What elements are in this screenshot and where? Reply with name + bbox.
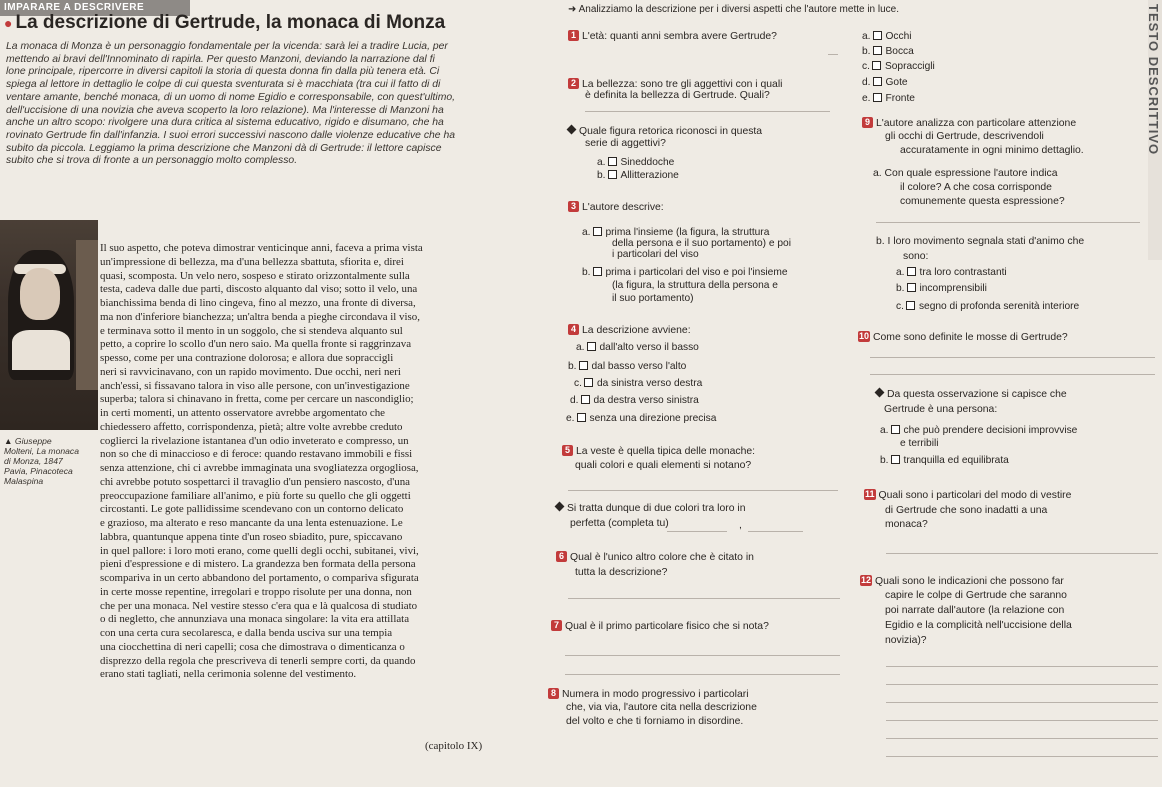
arrow-right-icon: ➜: [568, 4, 577, 15]
option-4b[interactable]: [568, 361, 686, 374]
question-2b: [568, 126, 762, 139]
text-line: La monaca di Monza è un personaggio fondamentale per la vicenda: sarà lei a tradire Lucia, per: [6, 41, 448, 52]
text-line: ma non d'inferiore bianchezza; un'altra benda a pieghe circondava il viso,: [100, 310, 420, 323]
option-4d[interactable]: [570, 395, 699, 408]
option-letter: e.: [862, 93, 871, 104]
question-7: [551, 620, 769, 634]
option-text: incomprensibili: [919, 283, 987, 294]
question-5b: [556, 503, 745, 516]
question-number: 2: [568, 78, 579, 89]
option-9b-c[interactable]: [896, 301, 1079, 314]
option-letter: b.: [862, 46, 871, 57]
text-line: un'impressione di bellezza, ma d'una bellezza sbattuta, sfiorita e, direi: [100, 255, 404, 268]
text-line: disprezzo della regola che prescriveva di tenerli sempre corti, da quando: [100, 654, 416, 667]
answer-line[interactable]: [886, 720, 1158, 721]
checkbox[interactable]: [873, 46, 882, 55]
text-line: rovinato Gertrude fin dall'infanzia. I suoi errori successivi nascono dalle violenze educative che ha: [6, 129, 456, 141]
question-text: Egidio e la complicità nell'uccisione della: [885, 620, 1072, 631]
question-text: Da questa osservazione si capisce che: [887, 389, 1067, 400]
instruction-hint: [568, 4, 899, 15]
text-line: superba; talora si chinavano in fretta, come per cercare un nascondiglio;: [100, 393, 414, 406]
text-line: in quel pallore: i loro moti erano, come quelli degli occhi, subitanei, vivi,: [100, 544, 419, 557]
text-line: non so che di minaccioso e di feroce: quando restavano immobili e fissi: [100, 448, 413, 461]
intro-paragraph: [6, 41, 554, 168]
option-text: (la figura, la struttura della persona e: [612, 280, 778, 291]
question-number: 7: [551, 620, 562, 631]
option-letter: a.: [862, 31, 871, 42]
checkbox[interactable]: [593, 227, 602, 236]
text-line: mettendo ai bravi dell'Innominato di rapirla. Per questo Manzoni, deviando la narrazione dal fi: [6, 53, 435, 65]
caption-triangle-icon: ▲: [4, 436, 13, 446]
question-text: Quali sono le indicazioni che possono far: [875, 576, 1064, 587]
diamond-bullet-icon: [875, 388, 885, 398]
painting-caption: [4, 436, 96, 486]
option-sineddoche[interactable]: [597, 157, 674, 170]
option-text: dall'alto verso il basso: [599, 342, 699, 353]
question-4: [568, 324, 691, 338]
text-line: labbra, quantunque appena tinte d'un roseo sbiadito, pure, spiccavano: [100, 530, 403, 543]
text-line: anche un altro scopo: rivolgere una dura critica al sistema educativo, rigido e disumano, che ha: [6, 117, 444, 129]
question-number: 6: [556, 551, 567, 562]
option-text: segno di profonda serenità interiore: [918, 301, 1080, 312]
diamond-bullet-icon: [555, 502, 565, 512]
option-sopraccigli[interactable]: [862, 61, 935, 74]
caption-line: Pavia, Pinacoteca: [4, 466, 73, 476]
text-line: preoccupazione familiare all'animo, e più forte su quello che gli oggetti: [100, 489, 411, 502]
text-line: scompariva in un certo abbandono del portamento, o compariva sfigurata: [100, 572, 419, 584]
answer-line[interactable]: [870, 374, 1155, 375]
question-number: 3: [568, 201, 579, 212]
option-text: che può prendere decisioni improvvise: [903, 425, 1078, 436]
question-text: quali colori e quali elementi si notano?: [575, 460, 752, 471]
painting-image: [0, 220, 98, 430]
text-line: o di negletto, che annunziava una monaca singolare: la vita era attillata: [100, 613, 410, 626]
answer-line[interactable]: [568, 598, 840, 599]
text-line: senza attenzione, chi ci avrebbe immaginata una svogliatezza orgogliosa,: [100, 462, 419, 474]
question-10b: [876, 389, 1067, 402]
text-line: chi avrebbe potuto sospettarci il travaglio d'un pensiero nascosto, d'una: [100, 475, 410, 488]
option-text: Allitterazione: [620, 170, 679, 181]
option-9b-b[interactable]: [896, 283, 987, 296]
text-line: coglierci la rivelazione istantanea d'un odio inveterato e compresso, un: [100, 434, 409, 447]
answer-line[interactable]: [886, 666, 1158, 667]
option-text: dal basso verso l'alto: [591, 361, 687, 372]
option-3b[interactable]: [582, 267, 788, 280]
option-letter: a.: [582, 227, 591, 238]
checkbox[interactable]: [891, 455, 900, 464]
option-text: tranquilla ed equilibrata: [903, 455, 1009, 466]
question-text: a. Con quale espressione l'autore indica: [873, 168, 1058, 179]
question-text: Numera in modo progressivo i particolari: [562, 689, 749, 700]
text-line: subito che si trova di fronte a un personaggio molto complesso.: [6, 155, 298, 167]
text-line: testa, cadeva dalle due parti, discosto alquanto dal viso; sotto il velo, una: [100, 283, 418, 296]
answer-line[interactable]: [748, 531, 803, 532]
option-4a[interactable]: [576, 342, 699, 355]
question-text: gli occhi di Gertrude, descrivendoli: [885, 131, 1044, 142]
answer-line[interactable]: [870, 357, 1155, 358]
question-text: L'autore descrive:: [582, 202, 664, 213]
text-line: in certi momenti, un attento osservatore avrebbe argomentato che: [100, 407, 385, 419]
option-text: tra loro contrastanti: [919, 267, 1007, 278]
text-line: bianchissima benda di lino cingeva, fino al mezzo, una fronte di diversa,: [100, 297, 416, 309]
answer-line[interactable]: [886, 702, 1158, 703]
text-line: circostanti. Le gote pallidissime scendevano con un contorno delicato: [100, 503, 404, 516]
text-line: che per una monaca. Nel vestire stesso c'era qua e là qualcosa di studiato: [100, 599, 418, 612]
option-text: Sopraccigli: [884, 61, 935, 72]
question-text: Quali sono i particolari del modo di vestire: [878, 490, 1072, 501]
checkbox[interactable]: [873, 31, 882, 40]
option-letter: c.: [862, 61, 870, 72]
answer-line[interactable]: [886, 684, 1158, 685]
answer-line[interactable]: [886, 553, 1158, 554]
option-letter: b.: [568, 361, 577, 372]
question-text: L'età: quanti anni sembra avere Gertrude?: [582, 31, 777, 42]
text-line: dell'uccisione di una novizia che aveva scoperto la loro relazione). Ma l'interesse di Manzoni ha: [6, 104, 444, 116]
option-letter: b.: [880, 455, 889, 466]
option-text: Fronte: [885, 93, 915, 104]
question-number: 11: [865, 489, 875, 499]
option-10b-a[interactable]: [880, 425, 1077, 438]
option-letter: d.: [570, 395, 579, 406]
text-line: Il suo aspetto, che poteva dimostrar venticinque anni, faceva a prima vista: [100, 242, 423, 254]
side-tab: [1148, 0, 1162, 260]
question-text: novizia)?: [885, 635, 927, 646]
option-text: Sineddoche: [620, 157, 675, 168]
option-10b-b[interactable]: [880, 455, 1009, 468]
question-text: Quale figura retorica riconosci in questa: [579, 126, 763, 137]
answer-line[interactable]: [565, 655, 840, 656]
question-text: Si tratta dunque di due colori tra loro in: [567, 503, 746, 514]
option-letter: b.: [582, 267, 591, 278]
question-text: Come sono definite le mosse di Gertrude?: [873, 332, 1068, 343]
checkbox[interactable]: [873, 93, 882, 102]
answer-line[interactable]: [876, 222, 1140, 223]
text-line: anch'essi, si fissavano talora in viso alle persone, con un'investigazione: [100, 379, 410, 392]
text-line: pieni d'espressione e di mistero. La grandezza ben formata della persona: [100, 558, 416, 571]
question-text: comunemente questa espressione?: [900, 196, 1065, 207]
option-fronte[interactable]: [862, 93, 915, 106]
option-text: Gote: [885, 77, 908, 88]
question-number: 4: [568, 324, 579, 335]
text-line: neri si ravvicinavano, con un rapido movimento. Due occhi, neri neri: [100, 365, 401, 378]
option-4c[interactable]: [574, 378, 702, 391]
checkbox[interactable]: [891, 425, 900, 434]
question-text: accuratamente in ogni minimo dettaglio.: [900, 145, 1084, 156]
option-letter: e.: [566, 413, 575, 424]
question-text: del volto e che ti forniamo in disordine.: [566, 716, 744, 727]
caption-line: di Monza, 1847: [4, 456, 63, 466]
question-12: [860, 575, 1064, 589]
option-9b-a[interactable]: [896, 267, 1007, 280]
question-number: 5: [562, 445, 573, 456]
question-text: La veste è quella tipica delle monache:: [576, 446, 756, 457]
text-line: chiedessero affetto, corrispondenza, pietà; altre volte avrebbe creduto: [100, 420, 403, 433]
question-text: La descrizione avviene:: [582, 325, 691, 336]
option-letter: a.: [880, 425, 889, 436]
title-bullet-icon: ●: [4, 15, 13, 31]
option-text: prima l'insieme (la figura, la struttura: [605, 227, 770, 238]
checkbox[interactable]: [581, 395, 590, 404]
question-10: [858, 331, 1068, 345]
text-line: e grazioso, ma alterato e reso mancante da una lenta estenuazione. Le: [100, 517, 403, 529]
question-number: 9: [862, 117, 873, 128]
checkbox[interactable]: [577, 413, 586, 422]
question-text: serie di aggettivi?: [585, 138, 666, 149]
caption-line: Giuseppe: [14, 436, 52, 446]
question-text: perfetta (completa tu): [570, 518, 669, 529]
checkbox[interactable]: [593, 267, 602, 276]
checkbox[interactable]: [587, 342, 596, 351]
text-line: quasi, scomposta. Un velo nero, sospeso e stirato orizzontalmente sulla: [100, 269, 410, 282]
text-line: lone principale, ripercorre in diversi capitoli la storia di questa donna fin dalla più tenera età. Ci: [6, 66, 440, 78]
option-text: da destra verso sinistra: [593, 395, 699, 406]
chapter-reference: (capitolo IX): [425, 740, 483, 752]
text-line: petto, a coprire lo scollo d'un nero saio. Ma quella fronte si raggrinzava: [100, 338, 412, 351]
page-title-text: La descrizione di Gertrude, la monaca di Monza: [15, 12, 446, 33]
answer-line[interactable]: [667, 531, 727, 532]
option-letter: d.: [862, 77, 871, 88]
separator-comma: ,: [739, 520, 742, 531]
option-text: i particolari del viso: [612, 249, 699, 260]
option-letter: a.: [576, 342, 585, 353]
question-8: [548, 688, 749, 702]
text-line: con una certa cura secolaresca, e dalla benda usciva sur una tempia: [100, 627, 393, 639]
answer-line[interactable]: [886, 738, 1158, 739]
option-text: Bocca: [885, 46, 914, 57]
answer-line[interactable]: [568, 490, 838, 491]
question-text: sono:: [903, 251, 929, 262]
option-4e[interactable]: [566, 413, 716, 426]
question-number: 10: [859, 331, 870, 341]
question-text: Gertrude è una persona:: [884, 404, 998, 415]
question-text: monaca?: [885, 519, 928, 530]
option-allitterazione[interactable]: [597, 170, 679, 183]
question-number: 12: [861, 575, 872, 585]
question-11: [864, 489, 1071, 503]
question-text: che, via via, l'autore cita nella descrizione: [566, 702, 757, 713]
checkbox[interactable]: [579, 361, 588, 370]
option-letter: b.: [597, 170, 606, 181]
text-line: spesso, come per una contrazione dolorosa; e allora due sopraccigli: [100, 352, 394, 364]
question-text: tutta la descrizione?: [575, 567, 668, 578]
answer-line[interactable]: [828, 54, 838, 55]
question-text: di Gertrude che sono inadatti a una: [885, 505, 1048, 516]
answer-line[interactable]: [886, 756, 1158, 757]
question-text: Qual è l'unico altro colore che è citato in: [570, 552, 754, 563]
question-5b-fill: [570, 518, 669, 531]
option-text: e terribili: [900, 438, 939, 449]
text-line: subito da piccola. Leggiamo la prima descrizione che Manzoni dà di Gertrude: il lettore capisce: [6, 142, 442, 154]
question-text: Qual è il primo particolare fisico che si nota?: [565, 621, 769, 632]
question-text: La bellezza: sono tre gli aggettivi con i quali: [582, 79, 783, 90]
question-5: [562, 445, 755, 459]
checkbox[interactable]: [584, 378, 593, 387]
checkbox[interactable]: [608, 157, 617, 166]
option-text: della persona e il suo portamento) e poi: [612, 238, 791, 249]
option-letter: c.: [896, 301, 904, 312]
text-line: in certe mosse repentine, irregolari e troppo risolute per una donna, non: [100, 585, 412, 598]
option-text: prima i particolari del viso e poi l'insieme: [605, 267, 788, 278]
text-line: e terminava sotto il mento in un soggolo, che si stendeva alquanto sul: [100, 324, 403, 337]
answer-line[interactable]: [585, 111, 830, 112]
option-letter: c.: [574, 378, 582, 389]
checkbox[interactable]: [907, 283, 916, 292]
checkbox[interactable]: [907, 267, 916, 276]
question-3: [568, 201, 664, 215]
diamond-bullet-icon: [567, 125, 577, 135]
caption-line: Malaspina: [4, 476, 44, 486]
option-letter: a.: [597, 157, 606, 168]
option-text: Occhi: [885, 31, 912, 42]
option-occhi[interactable]: [862, 31, 912, 44]
text-line: spiega al lettore in dettaglio le colpe di cui questa sventurata si è macchiata (tra cui il fatto di di: [6, 79, 441, 91]
question-text: capire le colpe di Gertrude che saranno: [885, 590, 1067, 601]
side-tab-label: TESTO DESCRITTIVO: [1146, 4, 1161, 156]
instruction-text: Analizziamo la descrizione per i diversi aspetti che l'autore mette in luce.: [578, 4, 900, 15]
novel-passage: [100, 242, 558, 682]
option-text: da sinistra verso destra: [596, 378, 703, 389]
question-text: è definita la bellezza di Gertrude. Quali?: [585, 90, 770, 101]
checkbox[interactable]: [906, 301, 915, 310]
text-line: una ciocchettina di neri capelli; cosa che dimostrava o dimenticanza o: [100, 640, 405, 653]
checkbox[interactable]: [608, 170, 617, 179]
question-text: L'autore analizza con particolare attenzione: [876, 118, 1077, 129]
question-number: 8: [548, 688, 559, 699]
question-text: poi narrate dall'autore (la relazione con: [885, 605, 1065, 616]
question-text: b. I loro movimento segnala stati d'animo che: [876, 236, 1085, 247]
page-title: [4, 12, 445, 34]
question-9: [862, 117, 1076, 131]
option-letter: a.: [896, 267, 905, 278]
option-letter: b.: [896, 283, 905, 294]
caption-line: Molteni, La monaca: [4, 446, 79, 456]
section-banner: IMPARARE A DESCRIVERE: [0, 0, 190, 16]
option-bocca[interactable]: [862, 46, 914, 59]
checkbox[interactable]: [872, 61, 881, 70]
question-1: [568, 30, 777, 44]
question-text: il colore? A che cosa corrisponde: [900, 182, 1052, 193]
question-number: 1: [568, 30, 579, 41]
question-6: [556, 551, 754, 565]
option-gote[interactable]: [862, 77, 908, 90]
text-line: ventare amante, benché monaca, di un uomo di nome Egidio e corresponsabile, con quest'ultimo,: [6, 91, 456, 103]
text-line: erano stati tagliati, nella cerimonia solenne del vestimento.: [100, 668, 357, 681]
option-text: il suo portamento): [612, 293, 694, 304]
answer-line[interactable]: [565, 674, 840, 675]
checkbox[interactable]: [873, 77, 882, 86]
option-text: senza una direzione precisa: [589, 413, 717, 424]
